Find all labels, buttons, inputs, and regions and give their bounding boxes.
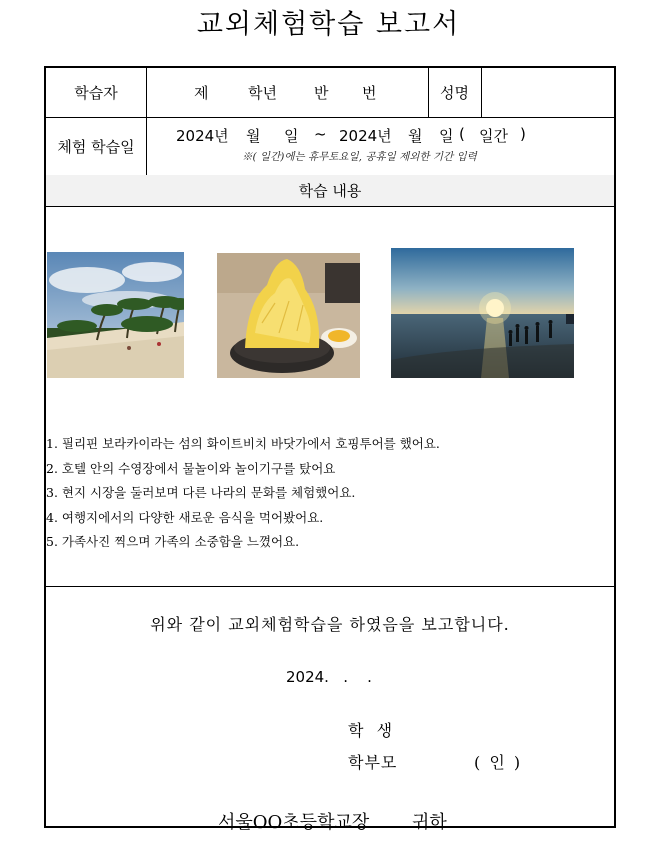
beach-photo [47,252,184,378]
end-year: 2024년 [339,127,392,145]
row-divider [46,586,614,587]
sunset-beach-photo [391,248,574,378]
end-month-label: 월 [408,127,423,145]
content-section-header: 학습 내용 [46,175,614,206]
duration-label: 일간 [479,127,508,145]
class-label: 반 [314,84,329,102]
grade-label: 학년 [248,84,277,102]
report-form [44,66,616,833]
grade-prefix: 제 [194,84,209,102]
list-item: 1. 필리핀 보라카이라는 섬의 화이트비치 바닷가에서 호핑투어를 했어요. [46,436,440,451]
student-label: 학습자 [74,84,118,102]
activity-list [46,432,440,555]
report-statement: 위와 같이 교외체험학습을 하였음을 보고합니다. [150,615,510,634]
student-signature-label: 학 생 [348,721,394,740]
name-label: 성명 [440,84,469,102]
period-label: 체험 학습일 [57,137,135,156]
mango-bingsu-photo [217,253,360,378]
report-date[interactable]: 2024. . . [286,668,372,686]
recipient-honorific: 귀하 [412,812,447,833]
start-day-label: 일 [284,127,299,145]
duration-close: ) [520,125,526,143]
document-title: 교외체험학습 보고서 [196,9,461,40]
start-month-label: 월 [246,127,261,145]
row-divider [46,206,614,207]
name-field[interactable] [481,68,614,117]
list-item: 2. 호텔 안의 수영장에서 물놀이와 놀이기구를 탔어요 [46,460,336,476]
seal-placeholder[interactable]: ( 인 ) [474,753,523,772]
start-year: 2024년 [176,127,229,145]
range-tilde: ~ [314,125,327,143]
period-note: ※( 일간)에는 휴무토요일, 공휴일 제외한 기간 입력 [242,151,477,163]
duration-open: ( [459,125,465,143]
period-field[interactable] [146,117,614,175]
parent-signature-label: 학부모 [348,753,398,772]
number-label: 번 [362,84,377,102]
list-item: 5. 가족사진 찍으며 가족의 소중함을 느꼈어요. [46,534,300,549]
grade-class-field[interactable] [146,68,428,117]
end-day-label: 일 [439,127,454,145]
principal-recipient: 서울OO초등학교장 [218,812,370,833]
list-item: 4. 여행지에서의 다양한 새로운 음식을 먹어봤어요. [46,509,324,525]
list-item: 3. 현지 시장을 둘러보며 다른 나라의 문화를 체험했어요. [46,485,356,500]
